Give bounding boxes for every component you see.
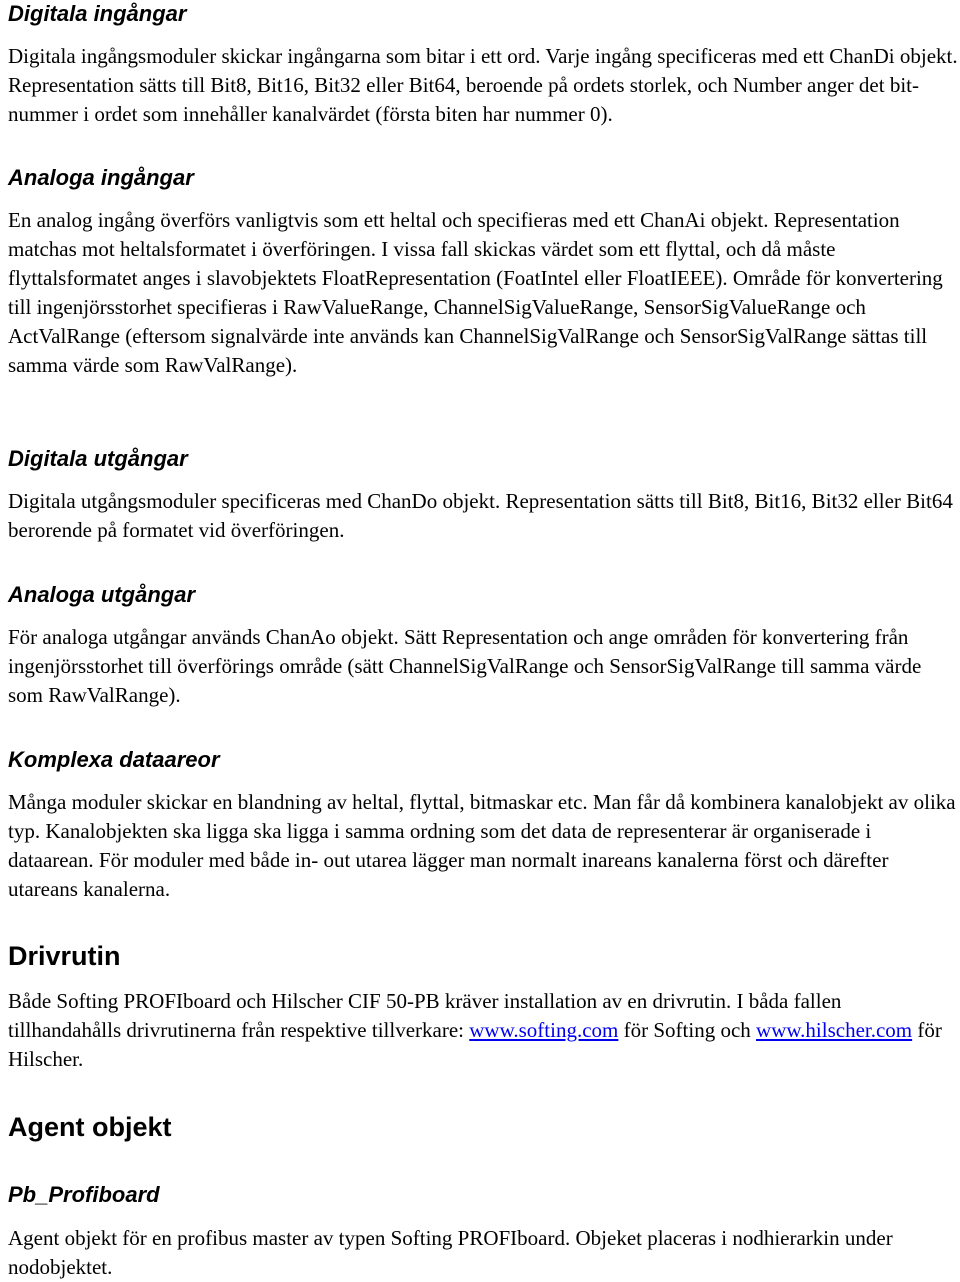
drivrutin-text-before: Både Softing PROFIboard och Hilscher CIF 50-PB kräver installation av en drivrutin. I båda fallen tillhandahålls drivrutinerna från respektive tillverkare: xyxy=(8,989,842,1042)
section-heading-analoga-utgangar: Analoga utgångar xyxy=(8,582,196,607)
softing-link[interactable]: www.softing.com xyxy=(469,1017,619,1042)
section-heading-komplexa-dataareor: Komplexa dataareor xyxy=(8,747,220,772)
section-text-analoga-ingangar: En analog ingång överförs vanligtvis som ett heltal och specifieras med ett ChanAi objekt. Representation matchas mot heltalsformatet i överföringen. I vissa fall skickas värdet som ett flyttal, och då måste flyttalsformatet anges i slavobjektets FloatRepresentation (FoatIntel eller FloatIEEE). Område för konvertering till ingenjörsstorhet specifieras i RawValueRange, ChannelSigValueRange, SensorSigValueRange och ActValRange (eftersom signalvärde inte används kan ChannelSigValRange och SensorSigValRange sättas till samma värde som RawValRange). xyxy=(8,208,943,377)
section-heading-pb-profiboard: Pb_Profiboard xyxy=(8,1182,160,1207)
drivrutin-text-after: för Hilscher. xyxy=(8,1017,942,1071)
section-text-komplexa-dataareor: Många moduler skickar en blandning av heltal, flyttal, bitmaskar etc. Man får då kombinera kanalobjekt av olika typ. Kanalobjekten ska ligga ska ligga i samma ordning som det data de representerar är organiserade i dataarean. För moduler med både in- out utarea lägger man normalt inareans kanalerna först och därefter utareans kanalerna. xyxy=(8,790,956,901)
section-text-analoga-utgangar: För analoga utgångar används ChanAo objekt. Sätt Representation och ange områden för konvertering från ingenjörsstorhet till överförings område (sätt ChannelSigValRange och SensorSigValRange till samma värde som RawValRange). xyxy=(8,625,922,707)
section-heading-digitala-utgangar: Digitala utgångar xyxy=(8,446,188,471)
section-heading-digitala-ingangar: Digitala ingångar xyxy=(8,1,187,26)
section-text-pb-profiboard: Agent objekt för en profibus master av typen Softing PROFIboard. Objeket placeras i nodhierarkin under nodobjektet. xyxy=(8,1226,893,1279)
section-text-digitala-utgangar: Digitala utgångsmoduler specificeras med ChanDo objekt. Representation sätts till Bit8, Bit16, Bit32 eller Bit64 berorende på formatet vid överföringen. xyxy=(8,489,953,542)
drivrutin-text-middle: för Softing och xyxy=(618,1017,757,1042)
hilscher-link[interactable]: www.hilscher.com xyxy=(756,1017,913,1042)
section-heading-agent-objekt: Agent objekt xyxy=(8,1112,172,1142)
section-text-digitala-ingangar: Digitala ingångsmoduler skickar ingångarna som bitar i ett ord. Varje ingång specificeras med ett ChanDi objekt. Representation sätts till Bit8, Bit16, Bit32 eller Bit64, beroende på ordets storlek, och Number anger det bit-nummer i ordet som innehåller kanalvärdet (första biten har nummer 0). xyxy=(8,44,958,126)
section-heading-analoga-ingangar: Analoga ingångar xyxy=(8,165,194,190)
section-heading-drivrutin: Drivrutin xyxy=(8,941,121,971)
section-text-drivrutin xyxy=(8,987,958,1074)
